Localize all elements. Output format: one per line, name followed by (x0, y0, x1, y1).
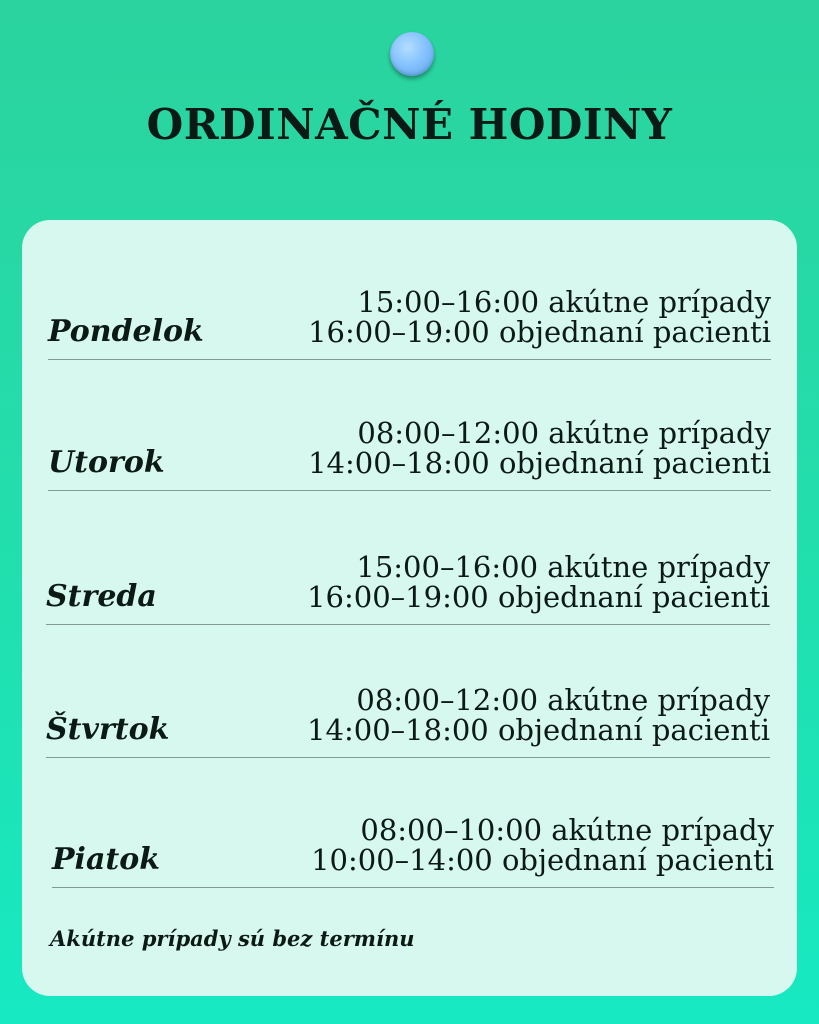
slot-appointments: 16:00–19:00 objednaní pacienti (308, 315, 771, 349)
slot-appointments: 16:00–19:00 objednaní pacienti (307, 580, 770, 614)
slot-acute: 08:00–12:00 akútne prípady (357, 416, 771, 450)
schedule-row-tuesday (48, 374, 771, 491)
day-label: Piatok (52, 842, 161, 877)
slot-acute: 08:00–12:00 akútne prípady (356, 683, 770, 717)
schedule-row-thursday (46, 641, 770, 758)
slot-appointments: 14:00–18:00 objednaní pacienti (308, 446, 771, 480)
schedule-row-friday (52, 771, 774, 888)
slot-appointments: 10:00–14:00 objednaní pacienti (311, 843, 774, 877)
pin-icon (390, 32, 434, 76)
acute-cases-note: Akútne prípady sú bez termínu (50, 926, 415, 951)
day-label: Pondelok (48, 314, 204, 349)
slot-acute: 15:00–16:00 akútne prípady (357, 285, 771, 319)
day-label: Utorok (48, 445, 165, 480)
slot-acute: 15:00–16:00 akútne prípady (356, 550, 770, 584)
day-label: Streda (46, 579, 157, 614)
page-title: ORDINAČNÉ HODINY (146, 100, 673, 149)
schedule-row-monday (48, 243, 771, 360)
schedule-row-wednesday (46, 508, 770, 625)
slot-acute: 08:00–10:00 akútne prípady (360, 813, 774, 847)
day-label: Štvrtok (46, 712, 170, 747)
slot-appointments: 14:00–18:00 objednaní pacienti (307, 713, 770, 747)
